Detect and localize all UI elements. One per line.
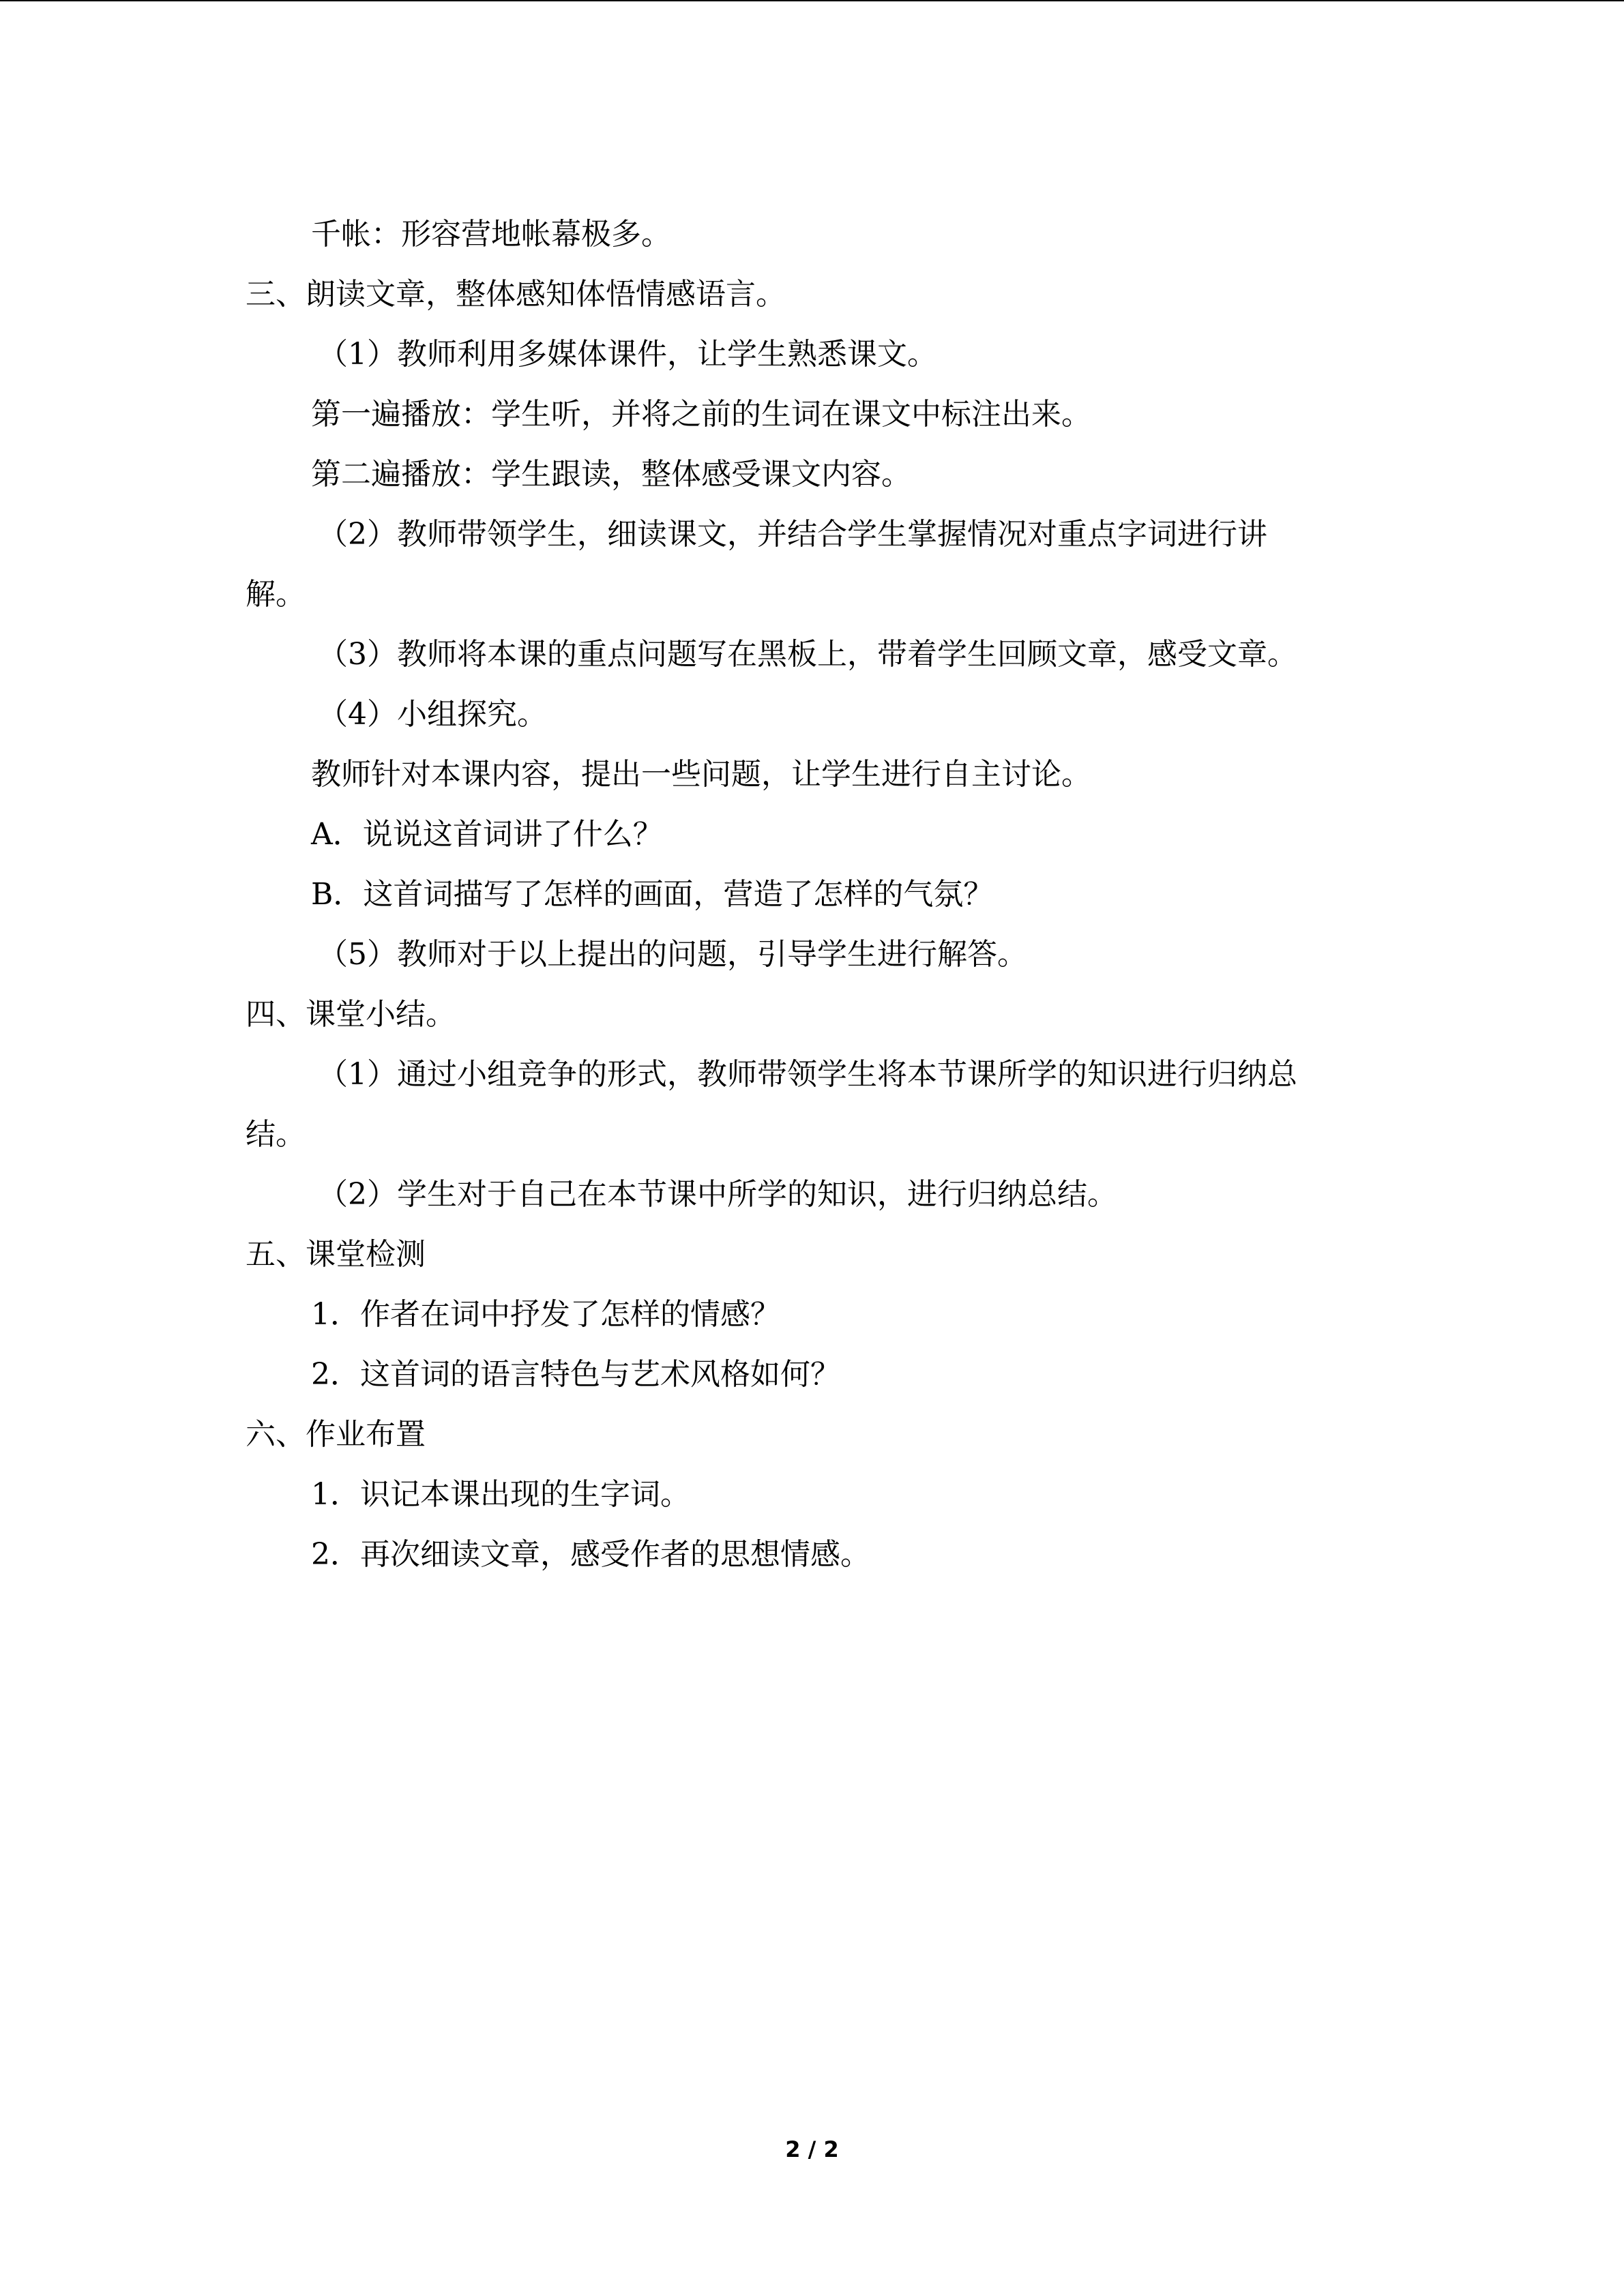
section-heading: 三、朗读文章，整体感知体悟情感语言。 [246, 277, 786, 312]
text-line: （1）通过小组竞争的形式，教师带领学生将本节课所学的知识进行归纳总 [318, 1057, 1297, 1092]
section-heading: 六、作业布置 [246, 1417, 426, 1452]
text-line: （2）教师带领学生，细读课文，并结合学生掌握情况对重点字词进行讲 [318, 517, 1267, 552]
text-line: 结。 [246, 1117, 306, 1152]
text-line: （2）学生对于自己在本节课中所学的知识，进行归纳总结。 [318, 1177, 1117, 1212]
text-line: （4）小组探究。 [318, 697, 547, 732]
text-line: 教师针对本课内容，提出一些问题，让学生进行自主讨论。 [311, 757, 1091, 792]
page-number: 2 / 2 [785, 2136, 839, 2162]
text-line: 解。 [246, 577, 306, 612]
page-content [246, 205, 1378, 1585]
list-item: 2．再次细读文章，感受作者的思想情感。 [311, 1537, 870, 1572]
text-line: 第二遍播放：学生跟读，整体感受课文内容。 [311, 457, 911, 492]
section-heading: 五、课堂检测 [246, 1237, 426, 1272]
text-line: （5）教师对于以上提出的问题，引导学生进行解答。 [318, 937, 1027, 972]
question-item: A．说说这首词讲了什么？ [311, 817, 663, 852]
text-line: 第一遍播放：学生听，并将之前的生词在课文中标注出来。 [311, 397, 1091, 432]
list-item: 1．识记本课出现的生字词。 [311, 1477, 690, 1512]
question-item: B．这首词描写了怎样的画面，营造了怎样的气氛？ [311, 877, 994, 912]
section-heading: 四、课堂小结。 [246, 997, 456, 1032]
text-line: 千帐：形容营地帐幕极多。 [311, 217, 671, 252]
list-item: 2．这首词的语言特色与艺术风格如何？ [311, 1357, 840, 1392]
list-item: 1．作者在词中抒发了怎样的情感？ [311, 1297, 780, 1332]
text-line: （3）教师将本课的重点问题写在黑板上，带着学生回顾文章，感受文章。 [318, 637, 1297, 672]
text-line: （1）教师利用多媒体课件，让学生熟悉课文。 [318, 337, 937, 372]
